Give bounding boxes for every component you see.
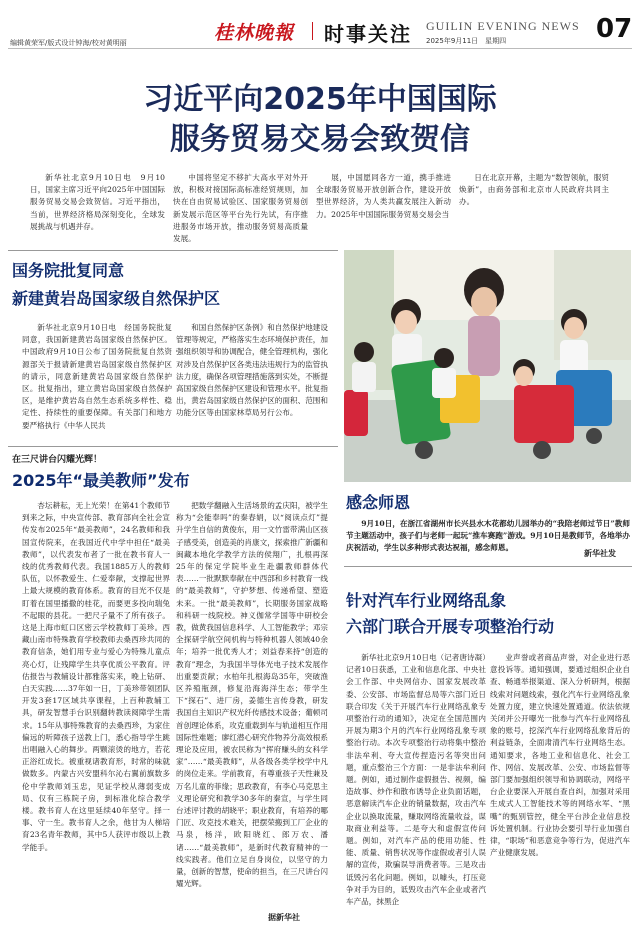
masthead (0, 0, 640, 52)
masthead-divider (312, 22, 313, 40)
story2-headline-line1: 国务院批复同意 (12, 261, 125, 280)
english-paper-name: GUILIN EVENING NEWS (426, 19, 580, 33)
photo-headline: 感念师恩 (346, 493, 411, 512)
story3-col2: 把数学翻融入生活场景的孟庆阳，被学生称为“会能奉吗”的秦春娟，以“阅读点灯”提升学生自信的黄俊东，用一文竹雷带满山区孩子感受美，创造美的肖康文，探索推广新疆和闽藏本地化学教学方法的侯翔广，扎根再深25年的保定学院毕业生赴疆教师群体代表……一批默默奉献在中西部和乡村教育一线的“最美教师”，守护梦想、传递希望、塑造未来。一批“最美教师”，长期服务国家战略和科研一线院校。神义伽常学国等中研校会教，做黄我国信息科学、人工智能教学；邓宗全探研学航空间机构与特种机器人领域40余年；培养一批优秀人才；刘益春来持“创造的教育”理念，为我国半导体光电子技术发展作出重要贡献；水柏年扎根海岛35年，突破渔区养殖瓶颈，修复沿海海洋生态；带学生下“探石”、进厂房，姜德生言传身教，研发我国自主知识产权光纤传感技术设备；葡顿司首创理论体系，攻克重载到车与轨道相互作用国际性难题；廖红潜心研究作物养分高效根系理论及应用，被农民称为“挥府赚头的女科学家”……“最美教师”，从各级各类学校学中凡的岗位走来。学前教育，有尊重孩子天性兼及万名儿童的菲缘；思政教育，有李心马克思主义理论研究和教学30多年的秦宣，与学生同台述评讨教的胡晓平；职业教育，有培养的哪门匠、攻克技术难关，把摆荣搬到工厂企业的马泉，杨洋，欧阳晓红、郎万农、潘诸……“最美教师”，是新时代教育精神的一线实践者。他们立足自身岗位，以坚守的力量，创新的智慧，使命的担当，在三尺讲台闪耀光辉。 (176, 501, 328, 889)
divider (8, 250, 338, 251)
lead-story-col2: 中国将坚定不移扩大高水平对外开放，积极对接国际高标准经贸规则，加快在自由贸易试验区、国家服务贸易创新发展示范区等平台先行先试，有序推进服务市场开放，推动服务贸易高质量发展。 (173, 173, 308, 244)
newspaper-logo: 桂林晚報 (214, 22, 295, 44)
story3-credit: 据新华社 (268, 913, 300, 922)
story3-headline: 2025年“最美教师”发布 (12, 471, 190, 490)
story2-col2: 和国自然保护区条例》和自然保护地建设管理等规定，严格落实生态环境保护责任，加强组织领导和协调配合，健全管理机构，强化对涉及自然保护区各类违法违规行为的监管执法力度，确保各项管理措施落到实处，不断提高国家级自然保护区建设和管理水平。批复指出，黄岩岛国家级自然保护区的面积、范围和功能分区等由国家林草局另行公布。 (176, 323, 328, 418)
lead-headline-line2: 服务贸易交易会致贺信 (170, 122, 470, 157)
story2-col1: 新华社北京9月10日电 经国务院批复同意，我国新建黄岩岛国家级自然保护区。中国政府9月10日公布了国务院批复自然资源部关于报请新建黄岩岛国家级自然保护区的请示，同意新建黄岩岛国家级自然保护区。批复指出，建立黄岩岛国家级自然保护区，是维护黄岩岛自然生态系统多样性、稳定性、持续性的重要保障。有关部门和地方要严格执行《中华人民共 (22, 323, 172, 430)
section-title: 时事关注 (324, 22, 412, 46)
lead-story-col1: 新华社北京9月10日电 9月10日，国家主席习近平向2025年中国国际服务贸易交易会致贺信。习近平指出，当前，世界经济格局深刻变化，全球发展挑战与机遇并存。 (30, 173, 165, 231)
story4-headline-line1: 针对汽车行业网络乱象 (346, 591, 507, 610)
story4-col2: 业声誉或者商品声誉，对企业进行恶意投诉等。通知强调，要通过组织企业自查、畅通举报渠道、深入分析研判，根据线索对问题线索，强化汽车行业网络乱象处置力度，建立快速处置通道。依法依规关闭并公开曝光一批参与汽车行业网络乱象的账号，挖深汽车行业网络乱象背后的利益链条，全面肃清汽车行业网络生态。通知要求，各地工业和信息化、社会工作、网信、发展改革、公安、市场监督等部门要加强组织领导和协调联动，网络平台企业要深入开展自查自纠，加强对采用生成式人工智能技术等的网络水军、“黑嘴”的甄别管控，健全平台涉企业信息投诉处置机制。行业协会要引导行业加强自律，“职场”和恶意竞争等行为，促进汽车产业健康发展。 (490, 653, 630, 858)
children-pushing-carts-image (344, 250, 631, 482)
story4-headline-line2: 六部门联合开展专项整治行动 (346, 617, 555, 636)
divider (8, 446, 338, 447)
lead-story-col3: 展，中国愿同各方一道，携手推进全球服务贸易开放创新合作，建设开放型世界经济，为人类共赢发展注入新动力。2025年中国国际服务贸易交易会当 (316, 173, 451, 219)
teachers-day-photo (344, 250, 631, 482)
story3-col1: 杏坛耕耘，无上光荣！在第41个教师节到来之际，中央宣传部、教育部向全社会宣传发布2025年“最美教师”，24名教师和我国宣传院来，在我国近代中学中担任“最美教师”，以代表发布者了一批在教书育人一线的优秀教师代表。我国1885万人的教师队伍，以怀教爱生、仁爱奉献，支撑起世界上最大规模的教育体系。教育的目光不仅是盯着在国里播撒的桂花，而要更多投向瑞兔不起眼的县花。一把尺子量不了所有孩子。这是上海市虹口区密云学校教师丁美珍。西藏山南市特殊教育学校教师去桑西珍共同的教育信条，她们用专业与爱心为特殊儿童点亮心灯，让残障学生共享优质公平教育。评估报告与教辅设计都雅落实来，晚上钻研、白天实践……37年如一日，丁美珍带领团队开发3套17区域共享课程，上百种教辅工具，研发智慧手台识别翻转教读阅障学生需求。15年从事特殊教育的去桑西珍，为家住偏远的听障孩子送教上门，悉心指导学生跳出唱融入心的舞步。两颗滚烫的地方，若花正浴红成长。被重视诸教育形，时常的味就做数多。内蒙古兴安盟科尔沁右翼前旗数多伦中学教师刘玉忠，见证学校从薄弱变成局、仅有三栋院子房，到标准化综合教学楼。教书育人在这里延续40年坚守。择一事、守一生。教书育人之余，他甘为人梯培育23名青年教师，其中5人获评市级以上教学能手。 (22, 501, 170, 852)
lead-story-col4: 日在北京开幕，主题为“数智领航，服贸焕新”，由商务部和北京市人民政府共同主办。 (459, 173, 609, 207)
divider (344, 566, 632, 567)
page-number: 07 (596, 14, 633, 44)
issue-date: 2025年9月11日 星期四 (426, 37, 507, 45)
photo-caption: 9月10日，在浙江省湖州市长兴县水木花都幼儿园举办的“我陪老师过节日”教师节主题活动中，孩子们与老师一起玩“推车赛跑”游戏。9月10日是教师节，各地举办庆祝活动，学生以多种形式表达祝福，感念师恩。 (346, 519, 630, 553)
photo-credit: 新华社发 (584, 549, 616, 558)
story2-headline-line2: 新建黄岩岛国家级自然保护区 (12, 289, 221, 308)
lead-headline-line1: 习近平向2025年中国国际 (143, 82, 497, 117)
masthead-rule (8, 48, 632, 49)
story4-col1: 新华社北京9月10日电（记者唐诗凝）记者10日获悉，工业和信息化部、中央社会工作部、中央网信办、国家发展改革委、公安部、市场监督总局等六部门近日联合印发《关于开展汽车行业网络乱象专项整治行动的通知》，决定在全国范围内开展为期3个月的汽车行业网络乱象专项整治行动。本次专项整治行动将集中整治非法牟利、夸大宣传捏造污名等突出问题，重点整治三个方面：一是非法牟利问题。例如，通过制作虚假报告、视频，编造故事、炒作和散布诱导企业负面话题，恶意解读汽车企业的销量数据，攻击汽车企业以换取流量，赚取网络流量收益，谋取商业利益等。二是夸大和虚假宣传问题。例如，对汽车产品的使用功能、性能、质量、销售状况等作虚假或者引人误解的宣传，欺骗误导消费者等。三是攻击诋毁污名化问题。例如，以噱头，打压竞争对手为目的，诋毁攻击汽车企业或者汽车产品，抹黑企 (346, 653, 486, 907)
editors-credit: 编辑黄荣军/版式设计钟海/校对黄明丽 (10, 39, 127, 47)
story3-kicker: 在三尺讲台闪耀光辉！ (12, 455, 103, 465)
